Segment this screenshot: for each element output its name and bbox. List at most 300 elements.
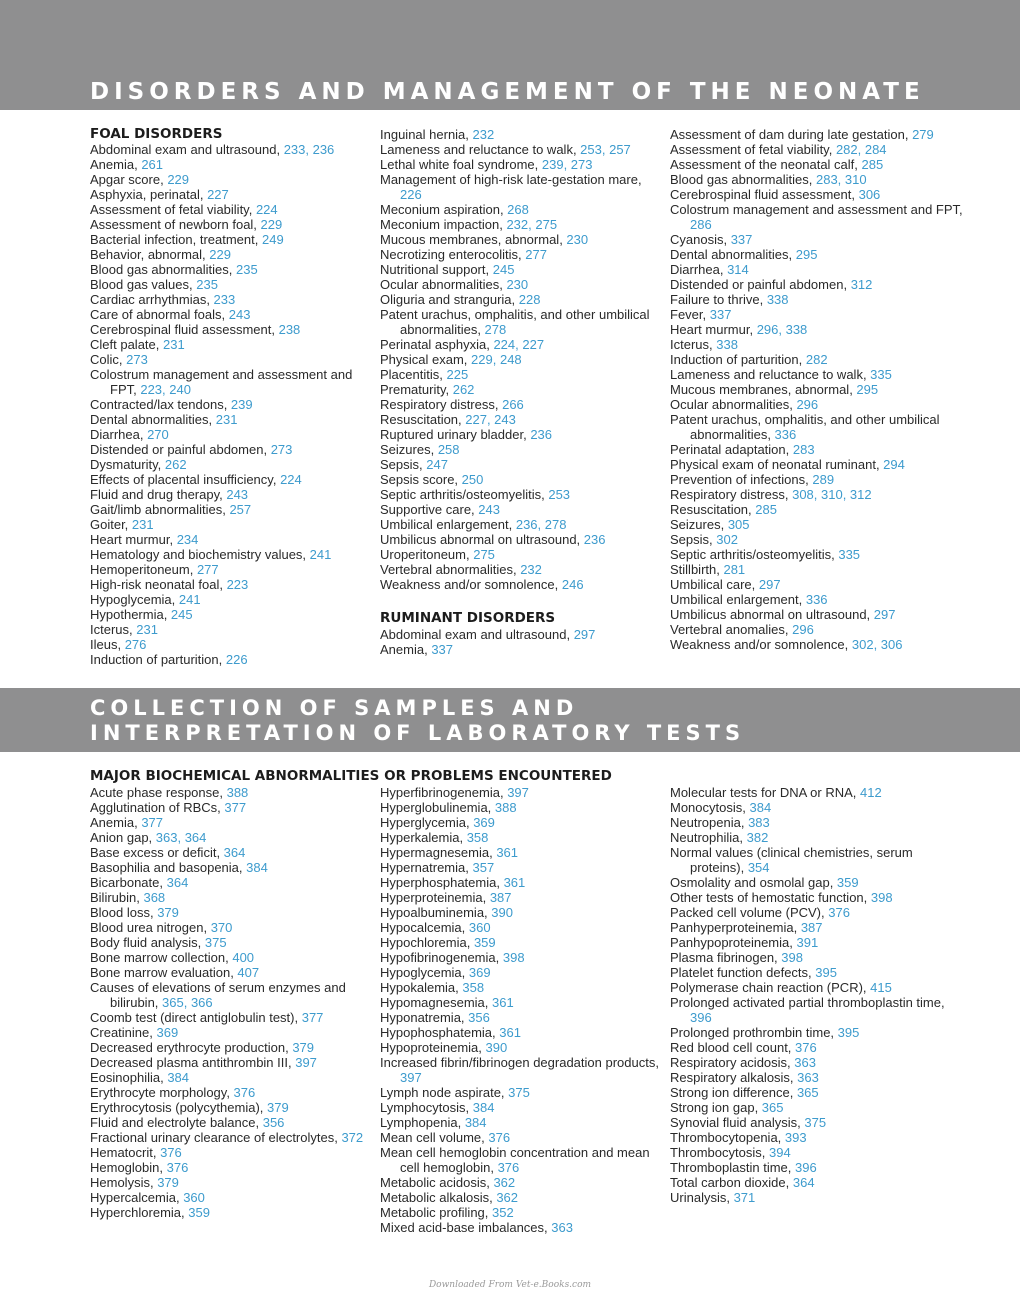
index-entry <box>90 1130 372 1145</box>
page-reference-link[interactable]: 379 <box>267 1100 289 1115</box>
page-reference-link[interactable]: 245 <box>170 607 193 622</box>
index-term: Increased fibrin/fibrinogen degradation products, <box>380 1055 659 1070</box>
index-term: Prolonged prothrombin time, <box>670 1025 838 1040</box>
page-reference-link[interactable]: 376 <box>497 1160 520 1175</box>
page-reference-link[interactable]: 229 <box>209 247 231 262</box>
index-term: Care of abnormal foals, <box>90 307 229 322</box>
index-term: Bilirubin, <box>90 890 144 905</box>
index-entry <box>380 292 662 307</box>
page-reference-link[interactable]: 227 <box>207 187 229 202</box>
page-reference-link[interactable]: 356 <box>262 1115 285 1130</box>
index-term: Patent urachus, omphalitis, and other umbilical abnormalities, <box>380 307 650 337</box>
page-reference-link[interactable]: 370 <box>210 920 233 935</box>
index-entry <box>670 187 966 202</box>
page-reference-link[interactable]: 359 <box>188 1205 210 1220</box>
page-reference-link[interactable]: 228 <box>518 292 541 307</box>
page-reference-link[interactable]: 337 <box>709 307 732 322</box>
page-reference-link[interactable]: 312 <box>850 277 873 292</box>
page-reference-link[interactable]: 268 <box>507 202 529 217</box>
index-term: Heart murmur, <box>90 532 177 547</box>
index-term: Hypoglycemia, <box>90 592 179 607</box>
page-reference-link[interactable]: 262 <box>164 457 187 472</box>
page-reference-link[interactable]: 379 <box>157 905 179 920</box>
page-reference-link[interactable]: 243 <box>226 487 249 502</box>
page-reference-link[interactable]: 289 <box>812 472 835 487</box>
page-reference-link[interactable]: 231 <box>163 337 185 352</box>
page-reference-link[interactable]: 388 <box>494 800 517 815</box>
page-reference-link[interactable]: 306 <box>858 187 881 202</box>
page-reference-link[interactable]: 376 <box>828 905 850 920</box>
page-reference-link[interactable]: 229, 248 <box>471 352 522 367</box>
index-term: Necrotizing enterocolitis, <box>380 247 526 262</box>
index-term: Panhyperproteinemia, <box>670 920 801 935</box>
index-term: Induction of parturition, <box>90 652 226 667</box>
page-reference-link[interactable]: 223, 240 <box>140 382 191 397</box>
index-entry <box>670 562 966 577</box>
index-entry <box>670 1130 966 1145</box>
index-term: Molecular tests for DNA or RNA, <box>670 785 860 800</box>
index-entry <box>90 517 372 532</box>
page-reference-link[interactable]: 390 <box>491 905 513 920</box>
page-reference-link[interactable]: 368 <box>143 890 166 905</box>
page-reference-link[interactable]: 231 <box>215 412 238 427</box>
page-reference-link[interactable]: 261 <box>141 157 164 172</box>
index-entry <box>380 845 662 860</box>
page-reference-link[interactable]: 314 <box>727 262 749 277</box>
index-entry <box>90 875 372 890</box>
page-reference-link[interactable]: 233, 236 <box>283 142 335 157</box>
index-term: Dental abnormalities, <box>670 247 796 262</box>
page-reference-link[interactable]: 365, 366 <box>162 995 213 1010</box>
index-entry <box>380 1010 662 1025</box>
index-term: Hyperglobulinemia, <box>380 800 495 815</box>
page-reference-link[interactable]: 384 <box>246 860 268 875</box>
index-term: Diarrhea, <box>670 262 728 277</box>
page-reference-link[interactable]: 231 <box>131 517 154 532</box>
index-term: Stillbirth, <box>670 562 724 577</box>
page-reference-link[interactable]: 360 <box>183 1190 205 1205</box>
index-entry <box>90 307 372 322</box>
page-reference-link[interactable]: 384 <box>472 1100 495 1115</box>
index-term: Lameness and reluctance to walk, <box>380 142 581 157</box>
page-reference-link[interactable]: 397 <box>295 1055 317 1070</box>
page-reference-link[interactable]: 283, 310 <box>815 172 867 187</box>
page-reference-link[interactable]: 361 <box>503 875 526 890</box>
index-entry <box>90 367 372 397</box>
index-entry <box>380 1025 662 1040</box>
index-entry <box>380 980 662 995</box>
page-reference-link[interactable]: 305 <box>727 517 750 532</box>
page-reference-link[interactable]: 236 <box>530 427 553 442</box>
index-term: Osmolality and osmolal gap, <box>670 875 837 890</box>
page-reference-link[interactable]: 364 <box>792 1175 815 1190</box>
page-reference-link[interactable]: 257 <box>229 502 252 517</box>
page-reference-link[interactable]: 277 <box>196 562 219 577</box>
page-reference-link[interactable]: 358 <box>466 830 489 845</box>
index-list <box>380 785 662 1235</box>
index-entry <box>90 607 372 622</box>
index-term: Decreased erythrocyte production, <box>90 1040 293 1055</box>
index-entry <box>380 307 662 337</box>
index-term: Hypermagnesemia, <box>380 845 497 860</box>
index-entry <box>670 457 966 472</box>
page-reference-link[interactable]: 285 <box>861 157 884 172</box>
page-reference-link[interactable]: 227, 243 <box>465 412 516 427</box>
index-entry <box>380 262 662 277</box>
index-term: Mean cell hemoglobin concentration and mean cell hemoglobin, <box>380 1145 650 1175</box>
page-reference-link[interactable]: 283 <box>792 442 815 457</box>
index-entry <box>380 562 662 577</box>
page-reference-link[interactable]: 394 <box>768 1145 791 1160</box>
page-reference-link[interactable]: 297 <box>758 577 781 592</box>
page-reference-link[interactable]: 281 <box>723 562 746 577</box>
page-reference-link[interactable]: 279 <box>912 127 934 142</box>
index-entry <box>670 322 966 337</box>
page-reference-link[interactable]: 398 <box>870 890 893 905</box>
page-reference-link[interactable]: 296 <box>792 622 814 637</box>
page-reference-link[interactable]: 395 <box>815 965 837 980</box>
page-reference-link[interactable]: 243 <box>478 502 500 517</box>
page-reference-link[interactable]: 236 <box>583 532 606 547</box>
page-reference-link[interactable]: 230 <box>566 232 589 247</box>
page-reference-link[interactable]: 377 <box>224 800 247 815</box>
page-reference-link[interactable]: 359 <box>836 875 859 890</box>
index-term: Fractional urinary clearance of electrolytes, <box>90 1130 342 1145</box>
index-term: Acute phase response, <box>90 785 227 800</box>
page-reference-link[interactable]: 233 <box>213 292 236 307</box>
index-entry <box>380 950 662 965</box>
page-reference-link[interactable]: 295 <box>856 382 879 397</box>
index-entry <box>90 502 372 517</box>
index-term: Lameness and reluctance to walk, <box>670 367 871 382</box>
page-reference-link[interactable]: 379 <box>157 1175 179 1190</box>
page-reference-link[interactable]: 296 <box>796 397 819 412</box>
page-reference-link[interactable]: 371 <box>733 1190 756 1205</box>
subsection-heading: FOAL DISORDERS <box>90 126 223 142</box>
page-reference-link[interactable]: 266 <box>502 397 524 412</box>
page-reference-link[interactable]: 231 <box>136 622 158 637</box>
page-reference-link[interactable]: 245 <box>492 262 515 277</box>
page-reference-link[interactable]: 235 <box>235 262 258 277</box>
index-entry <box>90 1175 372 1190</box>
index-term: Ocular abnormalities, <box>380 277 507 292</box>
index-entry <box>380 532 662 547</box>
index-term: Metabolic alkalosis, <box>380 1190 497 1205</box>
index-entry <box>380 860 662 875</box>
page-reference-link[interactable]: 369 <box>473 815 495 830</box>
index-term: Neutrophilia, <box>670 830 747 845</box>
page-reference-link[interactable]: 362 <box>493 1175 516 1190</box>
page-reference-link[interactable]: 239 <box>230 397 253 412</box>
index-entry <box>380 397 662 412</box>
index-term: Base excess or deficit, <box>90 845 224 860</box>
index-term: Thrombocytosis, <box>670 1145 769 1160</box>
page-reference-link[interactable]: 390 <box>485 1040 508 1055</box>
page-reference-link[interactable]: 297 <box>573 627 596 642</box>
page-reference-link[interactable]: 335 <box>870 367 892 382</box>
page-reference-link[interactable]: 234 <box>176 532 199 547</box>
page-reference-link[interactable]: 369 <box>156 1025 179 1040</box>
page-reference-link[interactable]: 232 <box>520 562 542 577</box>
index-entry <box>380 1040 662 1055</box>
page-reference-link[interactable]: 361 <box>499 1025 521 1040</box>
page-reference-link[interactable]: 286 <box>690 217 712 232</box>
page-reference-link[interactable]: 308, 310, 312 <box>792 487 872 502</box>
page-reference-link[interactable]: 336 <box>805 592 828 607</box>
index-entry <box>90 1070 372 1085</box>
page-reference-link[interactable]: 236, 278 <box>515 517 567 532</box>
page-reference-link[interactable]: 372 <box>341 1130 364 1145</box>
page-reference-link[interactable]: 362 <box>496 1190 519 1205</box>
page-reference-link[interactable]: 224 <box>255 202 278 217</box>
index-term: Ileus, <box>90 637 125 652</box>
page-reference-link[interactable]: 384 <box>167 1070 190 1085</box>
page-reference-link[interactable]: 276 <box>124 637 147 652</box>
page-reference-link[interactable]: 229 <box>167 172 190 187</box>
page-reference-link[interactable]: 277 <box>525 247 547 262</box>
index-entry <box>90 472 372 487</box>
page-reference-link[interactable]: 296, 338 <box>756 322 808 337</box>
page-reference-link[interactable]: 302, 306 <box>851 637 903 652</box>
index-entry <box>670 1160 966 1175</box>
page-reference-link[interactable]: 357 <box>472 860 495 875</box>
page-reference-link[interactable]: 382 <box>746 830 769 845</box>
index-entry <box>380 1055 662 1085</box>
page-reference-link[interactable]: 302 <box>716 532 738 547</box>
index-term: Septic arthritis/osteomyelitis, <box>670 547 839 562</box>
page-reference-link[interactable]: 397 <box>507 785 529 800</box>
index-entry <box>380 442 662 457</box>
page-reference-link[interactable]: 384 <box>464 1115 487 1130</box>
page-reference-link[interactable]: 383 <box>748 815 770 830</box>
index-entry <box>670 262 966 277</box>
index-entry <box>670 637 966 652</box>
index-entry <box>380 172 662 202</box>
index-term: Heart murmur, <box>670 322 757 337</box>
page-reference-link[interactable]: 250 <box>461 472 484 487</box>
index-entry <box>380 127 662 142</box>
page-reference-link[interactable]: 232 <box>472 127 495 142</box>
page-reference-link[interactable]: 230 <box>506 277 529 292</box>
page-reference-link[interactable]: 235 <box>196 277 218 292</box>
page-reference-link[interactable]: 336 <box>774 427 797 442</box>
page-reference-link[interactable]: 376 <box>166 1160 189 1175</box>
page-reference-link[interactable]: 229 <box>260 217 283 232</box>
page-reference-link[interactable]: 223 <box>226 577 249 592</box>
index-term: Lymph node aspirate, <box>380 1085 509 1100</box>
index-entry <box>670 995 966 1025</box>
index-term: Ruptured urinary bladder, <box>380 427 531 442</box>
page-reference-link[interactable]: 387 <box>800 920 823 935</box>
index-term: Umbilical care, <box>670 577 759 592</box>
page-reference-link[interactable]: 352 <box>492 1205 514 1220</box>
page-reference-link[interactable]: 375 <box>804 1115 827 1130</box>
page-reference-link[interactable]: 354 <box>747 860 770 875</box>
page-reference-link[interactable]: 253 <box>548 487 571 502</box>
page-reference-link[interactable]: 225 <box>446 367 469 382</box>
page-reference-link[interactable]: 365 <box>796 1085 819 1100</box>
index-term: Abdominal exam and ultrasound, <box>380 627 574 642</box>
index-term: Seizures, <box>380 442 438 457</box>
page-reference-link[interactable]: 363, 364 <box>155 830 207 845</box>
page-reference-link[interactable]: 377 <box>301 1010 324 1025</box>
index-entry <box>90 1160 372 1175</box>
index-entry <box>380 577 662 592</box>
page-reference-link[interactable]: 337 <box>431 642 454 657</box>
page-reference-link[interactable]: 294 <box>883 457 905 472</box>
index-term: Hypoproteinemia, <box>380 1040 486 1055</box>
index-entry <box>380 412 662 427</box>
page-reference-link[interactable]: 337 <box>730 232 753 247</box>
page-reference-link[interactable]: 224, 227 <box>493 337 545 352</box>
section-banner-laboratory <box>0 688 1020 752</box>
page-reference-link[interactable]: 270 <box>147 427 169 442</box>
page-reference-link[interactable]: 376 <box>233 1085 256 1100</box>
page-reference-link[interactable]: 395 <box>837 1025 860 1040</box>
index-entry <box>670 607 966 622</box>
index-term: Neutropenia, <box>670 815 749 830</box>
page-reference-link[interactable]: 376 <box>488 1130 511 1145</box>
index-entry <box>670 172 966 187</box>
index-term: Bone marrow evaluation, <box>90 965 238 980</box>
page-reference-link[interactable]: 273 <box>270 442 293 457</box>
page-reference-link[interactable]: 398 <box>781 950 803 965</box>
index-term: Packed cell volume (PCV), <box>670 905 829 920</box>
index-term: Coomb test (direct antiglobulin test), <box>90 1010 302 1025</box>
index-term: Assessment of fetal viability, <box>670 142 836 157</box>
page-reference-link[interactable]: 396 <box>690 1010 712 1025</box>
page-reference-link[interactable]: 338 <box>716 337 738 352</box>
index-term: Failure to thrive, <box>670 292 767 307</box>
index-entry <box>90 800 372 815</box>
page-reference-link[interactable]: 379 <box>292 1040 315 1055</box>
page-reference-link[interactable]: 361 <box>496 845 519 860</box>
index-term: Perinatal asphyxia, <box>380 337 494 352</box>
page-reference-link[interactable]: 415 <box>870 980 892 995</box>
page-reference-link[interactable]: 226 <box>400 187 422 202</box>
index-term: Strong ion difference, <box>670 1085 797 1100</box>
page-reference-link[interactable]: 335 <box>838 547 861 562</box>
page-reference-link[interactable]: 393 <box>784 1130 807 1145</box>
page-reference-link[interactable]: 247 <box>426 457 448 472</box>
page-reference-link[interactable]: 412 <box>860 785 882 800</box>
page-reference-link[interactable]: 358 <box>462 980 485 995</box>
page-reference-link[interactable]: 232, 275 <box>506 217 558 232</box>
page-reference-link[interactable]: 241 <box>309 547 332 562</box>
page-reference-link[interactable]: 285 <box>755 502 777 517</box>
index-entry <box>670 487 966 502</box>
page-reference-link[interactable]: 359 <box>473 935 496 950</box>
index-term: Metabolic acidosis, <box>380 1175 494 1190</box>
index-entry <box>90 1115 372 1130</box>
page-reference-link[interactable]: 295 <box>795 247 818 262</box>
page-reference-link[interactable]: 243 <box>228 307 251 322</box>
index-term: Icterus, <box>670 337 717 352</box>
index-entry <box>380 1205 662 1220</box>
page-reference-link[interactable]: 226 <box>225 652 248 667</box>
page-reference-link[interactable]: 253, 257 <box>580 142 631 157</box>
index-term: Management of high-risk late-gestation mare, <box>380 172 642 187</box>
page-reference-link[interactable]: 238 <box>278 322 301 337</box>
page-reference-link[interactable]: 391 <box>796 935 819 950</box>
index-term: Asphyxia, perinatal, <box>90 187 208 202</box>
page-reference-link[interactable]: 249 <box>261 232 284 247</box>
index-term: Respiratory distress, <box>380 397 503 412</box>
page-reference-link[interactable]: 278 <box>484 322 507 337</box>
page-reference-link[interactable]: 275 <box>473 547 495 562</box>
page-reference-link[interactable]: 246 <box>561 577 584 592</box>
index-term: Dental abnormalities, <box>90 412 216 427</box>
page-reference-link[interactable]: 387 <box>489 890 512 905</box>
page-reference-link[interactable]: 262 <box>452 382 475 397</box>
page-reference-link[interactable]: 376 <box>160 1145 182 1160</box>
index-term: Blood gas abnormalities, <box>670 172 816 187</box>
index-entry <box>380 457 662 472</box>
index-list <box>90 785 372 1220</box>
page-reference-link[interactable]: 384 <box>749 800 772 815</box>
page-reference-link[interactable]: 224 <box>280 472 302 487</box>
index-column-3 <box>670 785 966 1205</box>
page-reference-link[interactable]: 375 <box>204 935 227 950</box>
index-entry <box>90 142 372 157</box>
page-reference-link[interactable]: 398 <box>502 950 525 965</box>
page-reference-link[interactable]: 356 <box>468 1010 490 1025</box>
page-reference-link[interactable]: 297 <box>873 607 896 622</box>
page-reference-link[interactable]: 377 <box>141 815 164 830</box>
page-reference-link[interactable]: 400 <box>232 950 255 965</box>
page-reference-link[interactable]: 364 <box>166 875 189 890</box>
page-reference-link[interactable]: 363 <box>551 1220 573 1235</box>
page-reference-link[interactable]: 397 <box>400 1070 422 1085</box>
index-entry <box>90 1010 372 1025</box>
page-reference-link[interactable]: 273 <box>126 352 148 367</box>
page-reference-link[interactable]: 282 <box>805 352 828 367</box>
page-reference-link[interactable]: 258 <box>437 442 460 457</box>
index-term: Anemia, <box>90 815 142 830</box>
page-reference-link[interactable]: 282, 284 <box>835 142 887 157</box>
page-reference-link[interactable]: 363 <box>797 1070 819 1085</box>
page-reference-link[interactable]: 363 <box>794 1055 816 1070</box>
page-reference-link[interactable]: 365 <box>761 1100 784 1115</box>
page-reference-link[interactable]: 241 <box>178 592 201 607</box>
index-entry <box>670 1040 966 1055</box>
page-reference-link[interactable]: 376 <box>795 1040 817 1055</box>
page-reference-link[interactable]: 360 <box>468 920 491 935</box>
index-column-3 <box>670 127 966 652</box>
index-entry <box>380 367 662 382</box>
index-term: Vertebral abnormalities, <box>380 562 521 577</box>
page-reference-link[interactable]: 338 <box>766 292 789 307</box>
page-reference-link[interactable]: 361 <box>492 995 514 1010</box>
index-entry <box>90 487 372 502</box>
index-entry <box>380 517 662 532</box>
index-term: Diarrhea, <box>90 427 148 442</box>
index-term: Dysmaturity, <box>90 457 165 472</box>
index-entry <box>380 995 662 1010</box>
page-reference-link[interactable]: 375 <box>508 1085 530 1100</box>
page-reference-link[interactable]: 396 <box>795 1160 817 1175</box>
index-entry <box>670 890 966 905</box>
index-entry <box>670 1025 966 1040</box>
index-entry <box>380 382 662 397</box>
page-reference-link[interactable]: 407 <box>237 965 260 980</box>
index-entry <box>90 262 372 277</box>
page-reference-link[interactable]: 239, 273 <box>541 157 593 172</box>
page-reference-link[interactable]: 364 <box>223 845 246 860</box>
page-reference-link[interactable]: 369 <box>468 965 491 980</box>
page-reference-link[interactable]: 388 <box>226 785 249 800</box>
index-entry <box>670 517 966 532</box>
